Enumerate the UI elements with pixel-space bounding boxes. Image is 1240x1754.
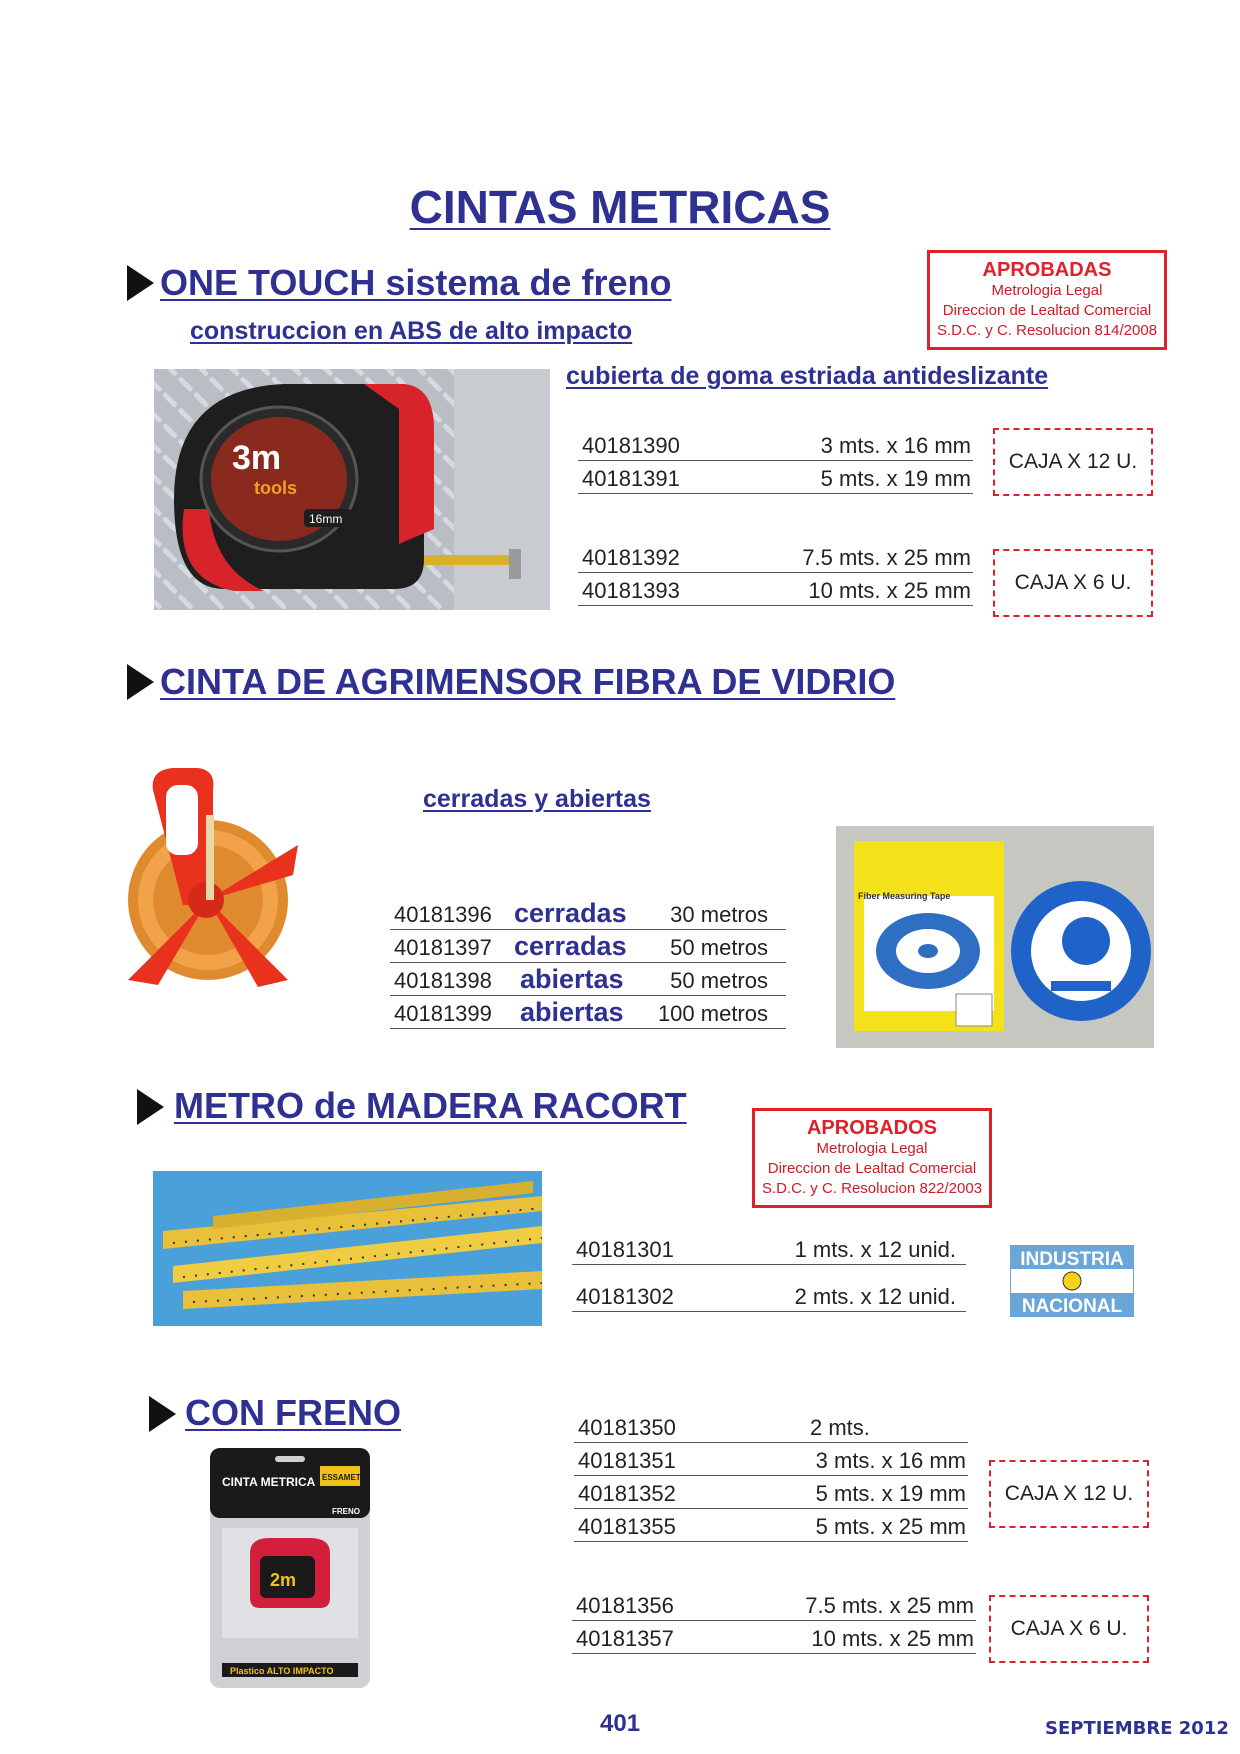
table-row bbox=[578, 540, 973, 573]
product-table bbox=[390, 897, 786, 1029]
table-row bbox=[578, 428, 973, 461]
product-desc: 100 metros bbox=[657, 1001, 768, 1026]
product-table bbox=[578, 540, 973, 606]
package-footer: Plastico ALTO IMPACTO bbox=[230, 1666, 334, 1676]
table-row bbox=[390, 963, 786, 996]
package-title: CINTA METRICA bbox=[222, 1475, 316, 1489]
section1-subtitle-2: cubierta de goma estriada antideslizante bbox=[566, 362, 1049, 390]
table-row bbox=[572, 1265, 966, 1312]
package-brand: ESSAMET bbox=[322, 1473, 361, 1482]
section-arrow-icon bbox=[137, 1089, 164, 1125]
tape-brand-label: tools bbox=[254, 478, 297, 498]
section-arrow-icon bbox=[127, 265, 154, 301]
product-type: abiertas bbox=[520, 997, 624, 1027]
table-row bbox=[574, 1509, 968, 1542]
product-desc: 2 mts. x 12 unid. bbox=[794, 1284, 956, 1309]
section4-heading: CON FRENO bbox=[185, 1392, 401, 1433]
section2-heading: CINTA DE AGRIMENSOR FIBRA DE VIDRIO bbox=[160, 661, 896, 702]
product-desc: 5 mts. x 25 mm bbox=[815, 1514, 966, 1539]
tape-width-label: 16mm bbox=[309, 512, 343, 526]
approval-line: Direccion de Lealtad Comercial bbox=[767, 1160, 977, 1177]
product-code: 40181352 bbox=[578, 1481, 676, 1506]
product-desc: 3 mts. x 16 mm bbox=[815, 1448, 966, 1473]
badge-top-text: INDUSTRIA bbox=[1020, 1249, 1124, 1270]
table-row bbox=[572, 1621, 976, 1654]
box-quantity: CAJA X 12 U. bbox=[989, 1460, 1149, 1528]
approval-title: APROBADAS bbox=[982, 259, 1112, 281]
product-desc: 2 mts. bbox=[810, 1415, 870, 1440]
approval-line: Metrologia Legal bbox=[991, 282, 1103, 299]
section-arrow-icon bbox=[127, 664, 154, 700]
approval-line: S.D.C. y C. Resolucion 814/2008 bbox=[936, 322, 1158, 339]
table-row bbox=[390, 897, 786, 930]
product-desc: 10 mts. x 25 mm bbox=[811, 1626, 974, 1651]
section3-heading: METRO de MADERA RACORT bbox=[174, 1085, 687, 1126]
product-desc: 5 mts. x 19 mm bbox=[820, 466, 971, 491]
table-row bbox=[574, 1410, 968, 1443]
product-code: 40181351 bbox=[578, 1448, 676, 1473]
page-number: 401 bbox=[600, 1710, 641, 1737]
cinta-metrica-package-photo bbox=[210, 1448, 370, 1688]
table-row bbox=[578, 573, 973, 606]
product-code: 40181350 bbox=[578, 1415, 676, 1440]
product-desc: 10 mts. x 25 mm bbox=[808, 578, 971, 603]
product-desc: 30 metros bbox=[670, 902, 768, 927]
table-row bbox=[572, 1230, 966, 1265]
product-code: 40181355 bbox=[578, 1514, 676, 1539]
product-desc: 50 metros bbox=[670, 968, 768, 993]
tape-size-label: 3m bbox=[232, 439, 282, 477]
product-table bbox=[574, 1410, 968, 1542]
folding-ruler-photo bbox=[153, 1171, 542, 1326]
package-freno: FRENO bbox=[332, 1507, 360, 1516]
product-type: cerradas bbox=[514, 931, 627, 961]
product-code: 40181357 bbox=[576, 1626, 674, 1651]
table-row bbox=[574, 1443, 968, 1476]
approval-stamp bbox=[927, 250, 1167, 350]
product-type: cerradas bbox=[514, 898, 627, 928]
product-desc: 5 mts. x 19 mm bbox=[815, 1481, 966, 1506]
product-desc: 50 metros bbox=[670, 935, 768, 960]
surveyor-tape-photo bbox=[88, 765, 318, 990]
section2-subtitle: cerradas y abiertas bbox=[423, 785, 651, 813]
product-desc: 7.5 mts. x 25 mm bbox=[805, 1593, 974, 1618]
product-code: 40181396 bbox=[394, 902, 492, 927]
page-title: CINTAS METRICAS bbox=[409, 181, 831, 233]
table-row bbox=[390, 996, 786, 1029]
tape-measure-photo bbox=[154, 369, 550, 610]
fiber-tape-photo bbox=[836, 826, 1154, 1048]
fiber-tape-label: Fiber Measuring Tape bbox=[858, 891, 951, 901]
box-quantity: CAJA X 12 U. bbox=[993, 428, 1153, 496]
table-row bbox=[572, 1588, 976, 1621]
approval-title: APROBADOS bbox=[806, 1117, 937, 1139]
product-code: 40181398 bbox=[394, 968, 492, 993]
section-arrow-icon bbox=[149, 1396, 176, 1432]
product-code: 40181397 bbox=[394, 935, 492, 960]
page-date: SEPTIEMBRE 2012 bbox=[1045, 1718, 1229, 1739]
table-row bbox=[390, 930, 786, 963]
product-code: 40181392 bbox=[582, 545, 680, 570]
product-desc: 7.5 mts. x 25 mm bbox=[802, 545, 971, 570]
box-quantity: CAJA X 6 U. bbox=[993, 549, 1153, 617]
product-code: 40181399 bbox=[394, 1001, 492, 1026]
product-code: 40181356 bbox=[576, 1593, 674, 1618]
badge-bottom-text: NACIONAL bbox=[1021, 1296, 1123, 1317]
product-type: abiertas bbox=[520, 964, 624, 994]
approval-stamp bbox=[752, 1108, 992, 1208]
product-table bbox=[578, 428, 973, 494]
product-code: 40181393 bbox=[582, 578, 680, 603]
industria-nacional-badge bbox=[1010, 1245, 1134, 1317]
approval-line: S.D.C. y C. Resolucion 822/2003 bbox=[761, 1180, 983, 1197]
product-desc: 3 mts. x 16 mm bbox=[820, 433, 971, 458]
section1-heading: ONE TOUCH sistema de freno bbox=[160, 262, 672, 303]
product-code: 40181390 bbox=[582, 433, 680, 458]
product-table bbox=[572, 1588, 976, 1654]
product-code: 40181302 bbox=[576, 1284, 674, 1309]
approval-line: Metrologia Legal bbox=[816, 1140, 928, 1157]
approval-line: Direccion de Lealtad Comercial bbox=[942, 302, 1152, 319]
table-row bbox=[574, 1476, 968, 1509]
section1-subtitle: construccion en ABS de alto impacto bbox=[190, 317, 633, 345]
product-desc: 1 mts. x 12 unid. bbox=[794, 1237, 956, 1262]
box-quantity: CAJA X 6 U. bbox=[989, 1595, 1149, 1663]
product-table bbox=[572, 1230, 966, 1312]
table-row bbox=[578, 461, 973, 494]
product-code: 40181391 bbox=[582, 466, 680, 491]
product-code: 40181301 bbox=[576, 1237, 674, 1262]
package-size: 2m bbox=[270, 1570, 297, 1590]
